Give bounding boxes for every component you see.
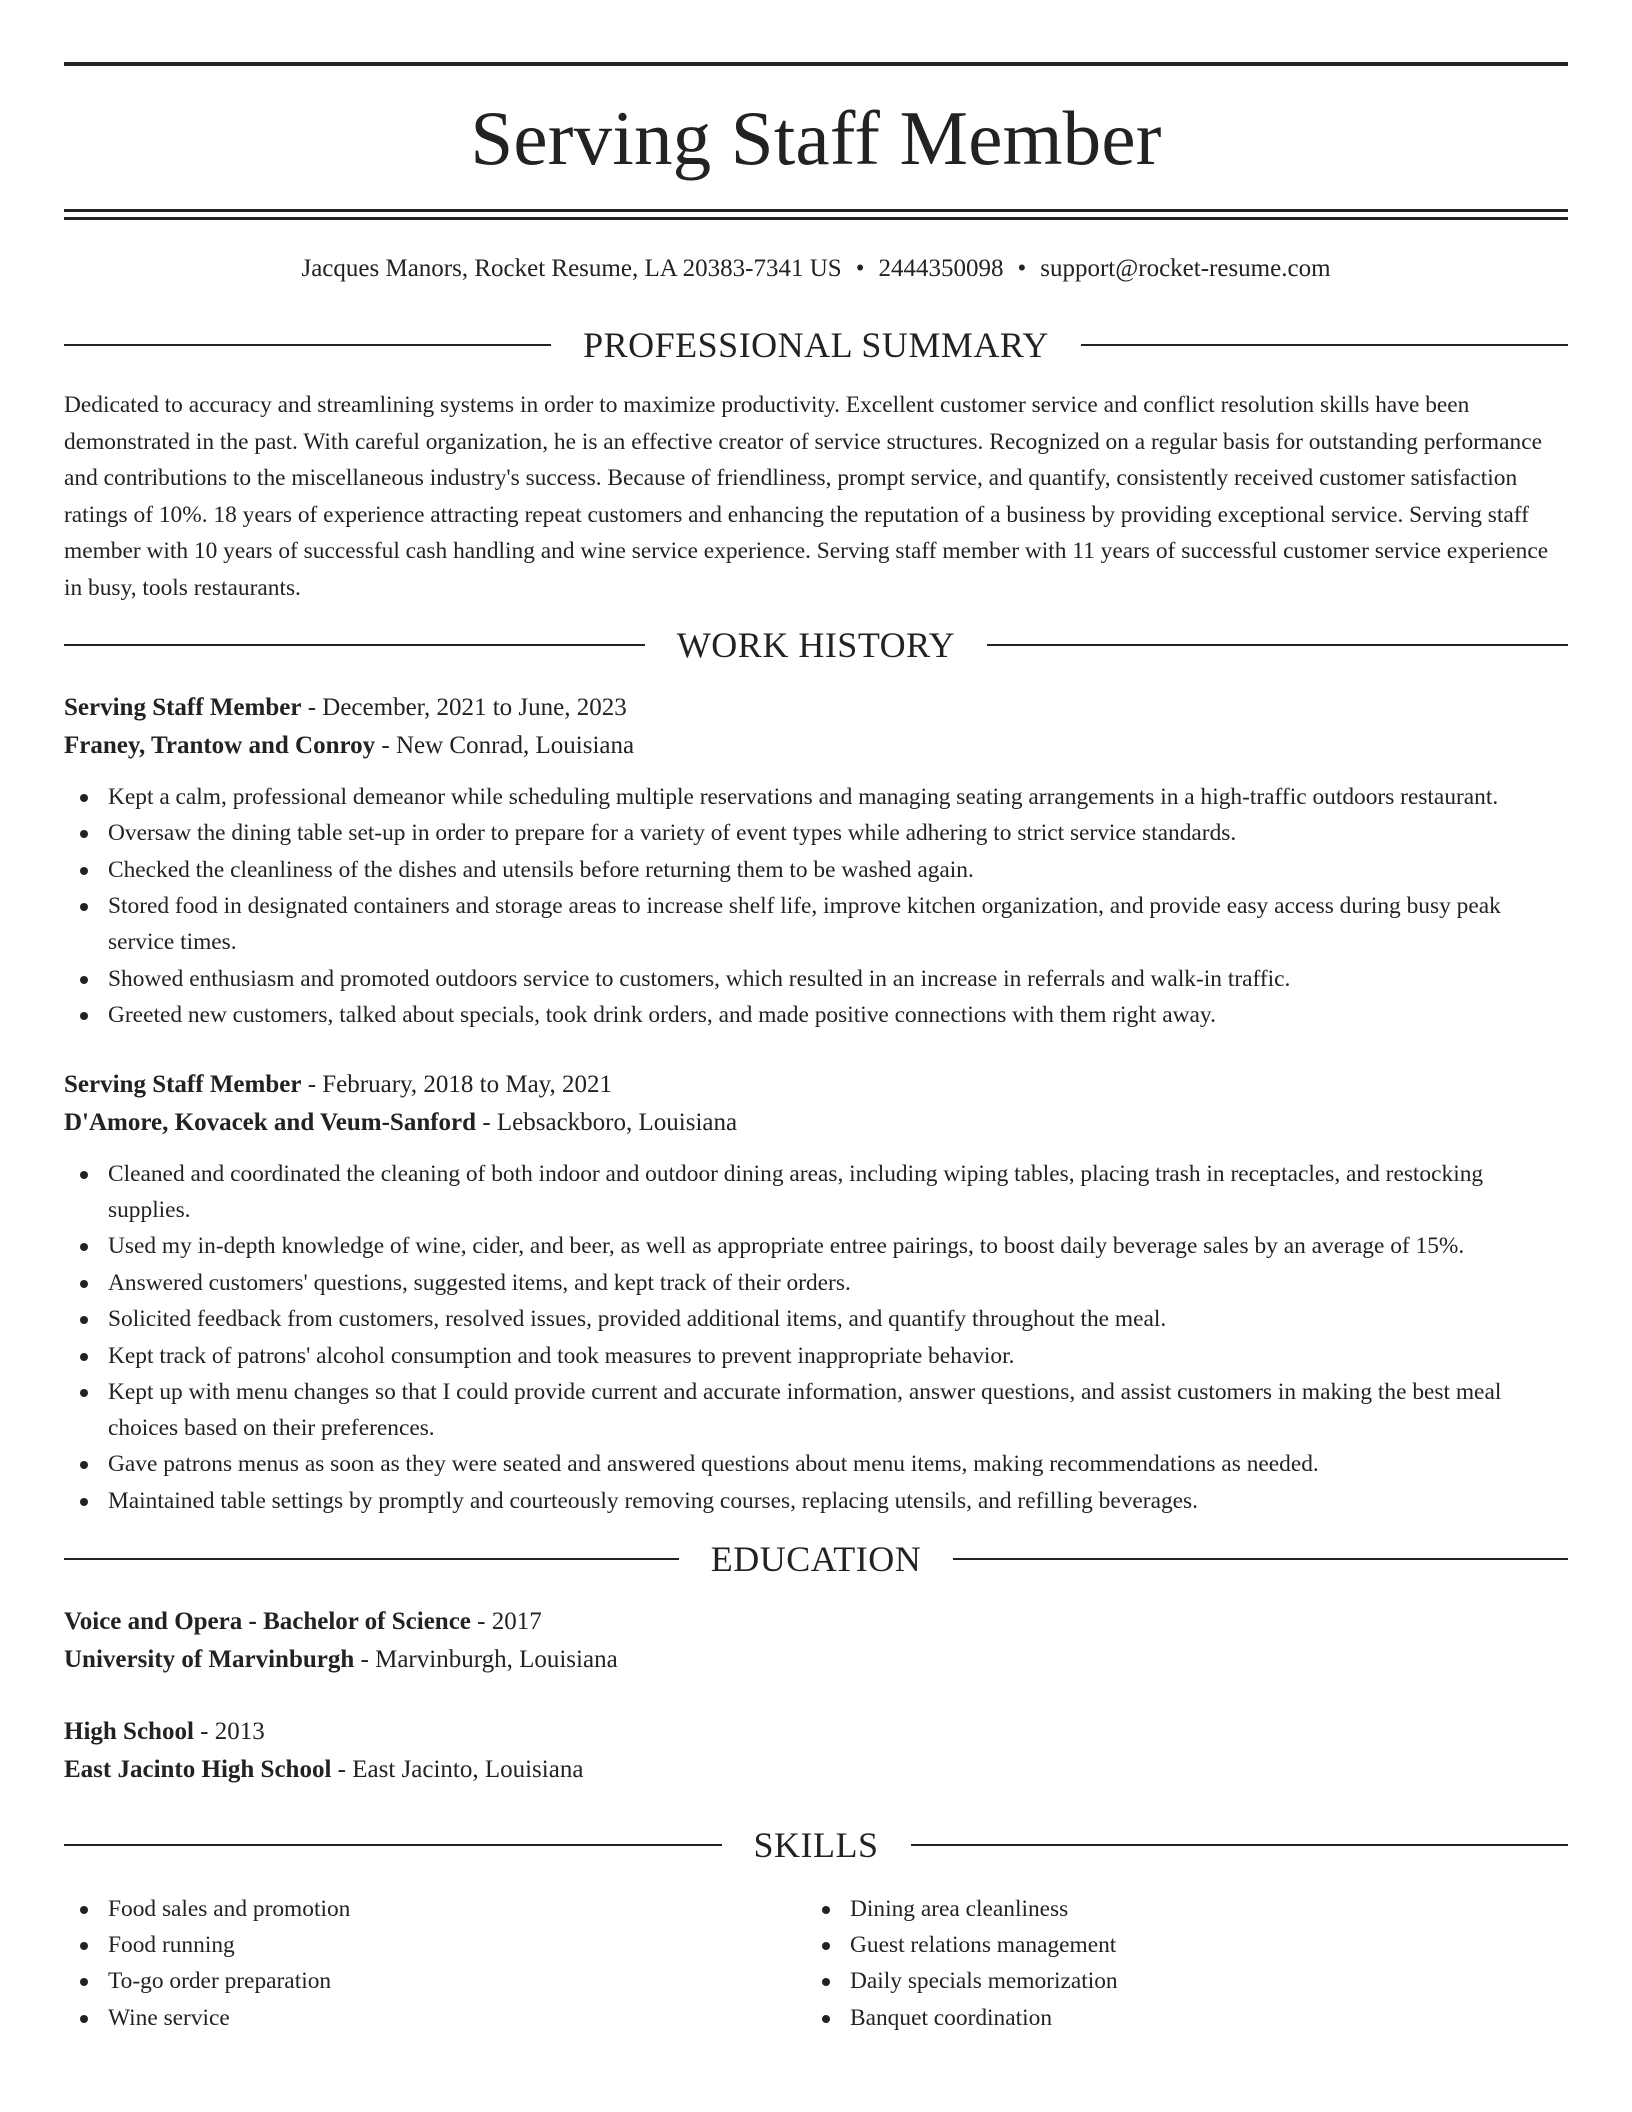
list-item: Gave patrons menus as soon as they were seated and answered questions about menu items, making recommendations as needed. [64,1446,1568,1482]
list-item: Dining area cleanliness [806,1891,1548,1927]
list-item: Checked the cleanliness of the dishes and utensils before returning them to be washed again. [64,852,1568,888]
section-heading-education [64,1538,1568,1579]
list-item: Stored food in designated containers and storage areas to increase shelf life, improve kitchen organization, and provide easy access during busy peak service times. [64,888,1568,960]
contact-phone: 2444350098 [878,255,1004,282]
list-item: To-go order preparation [64,1963,806,1999]
list-item: Cleaned and coordinated the cleaning of both indoor and outdoor dining areas, including wiping tables, placing trash in receptacles, and restocking supplies. [64,1156,1568,1228]
heading-rule-right [987,644,1568,646]
section-heading-work-history [64,627,1568,663]
contact-email: support@rocket-resume.com [1040,255,1331,282]
education-year: - 2017 [470,1607,542,1635]
education-entry [64,1603,1568,1679]
list-item: Showed enthusiasm and promoted outdoors service to customers, which resulted in an increase in referrals and walk-in traffic. [64,961,1568,997]
job-title-line [64,1066,1568,1104]
job-title: Serving Staff Member [64,694,302,721]
section-title: WORK HISTORY [676,625,956,665]
job-entry [64,1066,1568,1519]
list-item: Answered customers' questions, suggested items, and kept track of their orders. [64,1265,1568,1301]
contact-separator: • [855,255,865,282]
job-entry [64,689,1568,1033]
heading-rule-left [64,1844,722,1846]
list-item: Used my in-depth knowledge of wine, cider, and beer, as well as appropriate entree pairings, to boost daily beverage sales by an average of 15%. [64,1228,1568,1264]
list-item: Food running [64,1927,806,1963]
contact-address: Jacques Manors, Rocket Resume, LA 20383-7341 US [301,255,842,282]
heading-rule-left [64,1558,679,1560]
list-item: Kept track of patrons' alcohol consumption and took measures to prevent inappropriate behavior. [64,1338,1568,1374]
resume-title: Serving Staff Member [470,95,1162,181]
list-item: Banquet coordination [806,2000,1548,2036]
job-dates: - December, 2021 to June, 2023 [301,694,627,721]
section-heading-skills [64,1824,1568,1865]
list-item: Kept up with menu changes so that I could provide current and accurate information, answer questions, and assist customers in making the best meal choices based on their preferences. [64,1374,1568,1446]
heading-rule-right [953,1558,1568,1560]
list-item: Maintained table settings by promptly and courteously removing courses, replacing utensils, and refilling beverages. [64,1483,1568,1519]
job-dates: - February, 2018 to May, 2021 [301,1070,613,1098]
skills-list-right [806,1891,1548,2037]
title-double-rule [64,209,1568,220]
list-item: Kept a calm, professional demeanor while scheduling multiple reservations and managing seating arrangements in a high-traffic outdoors restaurant. [64,779,1568,815]
resume-page [64,62,1568,2036]
list-item: Daily specials memorization [806,1963,1548,1999]
job-company-line [64,1104,1568,1142]
job-company: D'Amore, Kovacek and Veum-Sanford [64,1108,477,1136]
list-item: Oversaw the dining table set-up in order to prepare for a variety of event types while adhering to strict service standards. [64,815,1568,851]
education-school: East Jacinto High School [64,1755,332,1783]
top-rule [64,62,1568,66]
skills-columns [64,1891,1568,2037]
education-degree: High School [64,1717,194,1745]
education-degree-line [64,1603,1568,1641]
skills-list-left [64,1891,806,2037]
section-title: PROFESSIONAL SUMMARY [583,325,1049,365]
job-title: Serving Staff Member [64,1070,302,1098]
heading-rule-right [911,1844,1569,1846]
education-school-line [64,1751,1568,1789]
education-degree: Voice and Opera - Bachelor of Science [64,1607,471,1635]
list-item: Solicited feedback from customers, resolved issues, provided additional items, and quantify throughout the meal. [64,1301,1568,1337]
list-item: Wine service [64,2000,806,2036]
education-location: - East Jacinto, Louisiana [331,1755,584,1783]
contact-line [64,256,1568,284]
section-heading-summary [64,327,1568,363]
education-degree-line [64,1713,1568,1751]
contact-separator: • [1017,255,1027,282]
job-location: - Lebsackboro, Louisiana [476,1108,738,1136]
job-location: - New Conrad, Louisiana [375,732,635,759]
job-bullets [64,1156,1568,1519]
heading-rule-left [64,644,645,646]
job-bullets [64,779,1568,1033]
list-item: Guest relations management [806,1927,1548,1963]
education-school: University of Marvinburgh [64,1645,355,1673]
heading-rule-right [1081,344,1568,346]
education-location: - Marvinburgh, Louisiana [354,1645,618,1673]
heading-rule-left [64,344,551,346]
summary-text: Dedicated to accuracy and streamlining systems in order to maximize productivity. Excellent customer service and conflict resolution skills have been demonstrated in the past. With careful organization, he is an effective creator of service structures. Recognized on a regular basis for outstanding performance and contributions to the miscellaneous industry's success. Because of friendliness, prompt service, and quantify, consistently received customer satisfaction ratings of 10%. 18 years of experience attracting repeat customers and enhancing the reputation of a business by providing exceptional service. Serving staff member with 10 years of successful cash handling and wine service experience. Serving staff member with 11 years of successful customer service experience in busy, tools restaurants. [64,392,1549,601]
job-title-line [64,689,1568,727]
job-company: Franey, Trantow and Conroy [64,732,376,759]
job-company-line [64,727,1568,765]
section-title: EDUCATION [710,1538,922,1579]
education-school-line [64,1641,1568,1679]
education-year: - 2013 [193,1717,265,1745]
list-item: Food sales and promotion [64,1891,806,1927]
education-entry [64,1713,1568,1789]
section-title: SKILLS [753,1824,879,1865]
list-item: Greeted new customers, talked about specials, took drink orders, and made positive connections with them right away. [64,997,1568,1033]
